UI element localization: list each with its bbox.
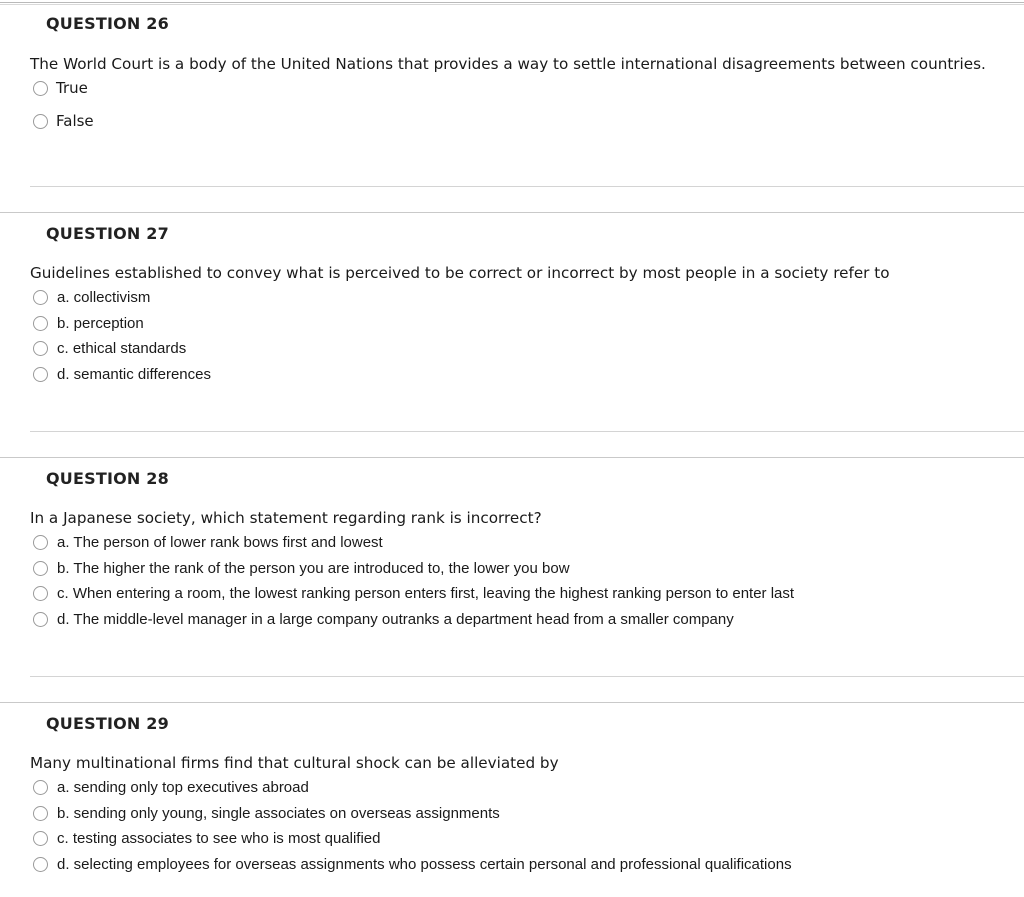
radio-button[interactable] [33,612,48,627]
question-text: Guidelines established to convey what is perceived to be correct or incorrect by most people in a society refer to [30,264,890,282]
answer-option-c[interactable] [33,829,381,847]
question-divider [0,702,1024,703]
question-27 [0,212,1024,433]
option-label: d. The middle-level manager in a large company outranks a department head from a smaller company [57,610,734,628]
question-bottom-divider [30,431,1024,432]
option-label: c. testing associates to see who is most qualified [57,829,381,847]
option-label: a. collectivism [57,288,151,306]
answer-option-d[interactable] [33,855,792,873]
answer-option-d[interactable] [33,365,211,383]
question-29 [0,702,1024,897]
option-label: b. perception [57,314,144,332]
question-divider [0,212,1024,213]
question-divider [0,2,1024,3]
radio-button[interactable] [33,341,48,356]
question-text: In a Japanese society, which statement regarding rank is incorrect? [30,509,542,527]
question-bottom-divider [30,186,1024,187]
radio-button[interactable] [33,535,48,550]
answer-option-d[interactable] [33,610,734,628]
option-label: a. The person of lower rank bows first and lowest [57,533,383,551]
option-label: a. sending only top executives abroad [57,778,309,796]
answer-option-b[interactable] [33,559,570,577]
answer-option-c[interactable] [33,339,186,357]
radio-button[interactable] [33,586,48,601]
question-title: QUESTION 26 [46,14,169,33]
option-label: True [56,79,88,97]
radio-button[interactable] [33,780,48,795]
radio-button[interactable] [33,316,48,331]
option-label: c. ethical standards [57,339,187,357]
answer-option-b[interactable] [33,804,500,822]
radio-button[interactable] [33,561,48,576]
question-bottom-divider [30,676,1024,677]
answer-option-a[interactable] [33,288,150,306]
option-label: d. selecting employees for overseas assignments who possess certain personal and professional qualifications [57,855,792,873]
option-label: c. When entering a room, the lowest ranking person enters first, leaving the highest ranking person to enter last [57,584,795,602]
radio-button[interactable] [33,290,48,305]
question-28 [0,457,1024,678]
radio-button[interactable] [33,114,48,129]
radio-button[interactable] [33,806,48,821]
answer-option-b[interactable] [33,314,144,332]
option-label: b. sending only young, single associates on overseas assignments [57,804,500,822]
question-divider [0,457,1024,458]
question-26 [0,2,1024,188]
answer-option-false[interactable] [33,112,94,130]
answer-option-a[interactable] [33,778,309,796]
answer-option-a[interactable] [33,533,383,551]
question-text: The World Court is a body of the United Nations that provides a way to settle international disagreements between countries. [30,55,986,73]
option-label: b. The higher the rank of the person you are introduced to, the lower you bow [57,559,570,577]
question-title: QUESTION 27 [46,224,169,243]
option-label: d. semantic differences [57,365,211,383]
radio-button[interactable] [33,81,48,96]
question-title: QUESTION 28 [46,469,169,488]
answer-option-c[interactable] [33,584,794,602]
radio-button[interactable] [33,367,48,382]
radio-button[interactable] [33,857,48,872]
question-text: Many multinational firms find that cultural shock can be alleviated by [30,754,559,772]
option-label: False [56,112,94,130]
radio-button[interactable] [33,831,48,846]
answer-option-true[interactable] [33,79,88,97]
question-title: QUESTION 29 [46,714,169,733]
